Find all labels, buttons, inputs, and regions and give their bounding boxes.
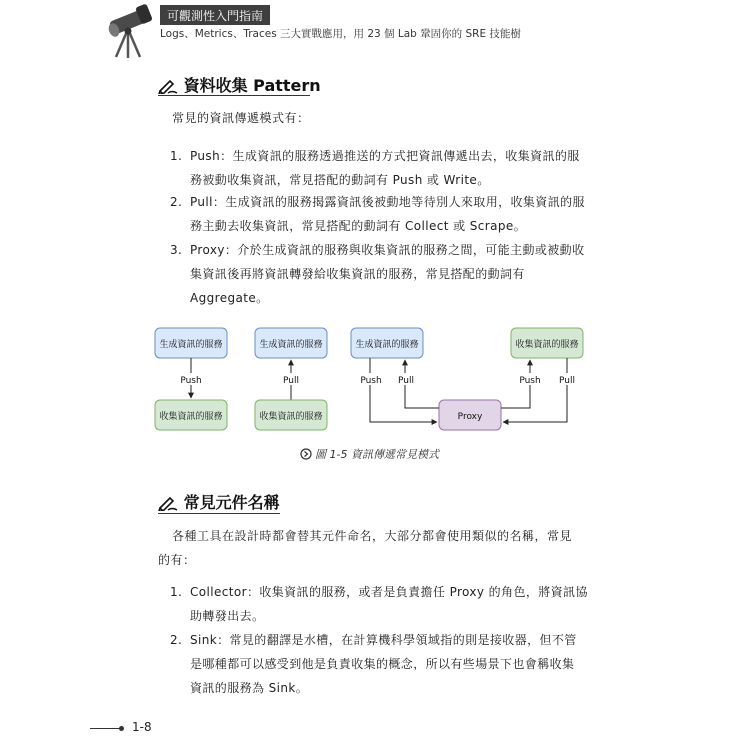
section-underline	[158, 513, 280, 514]
proxy-out-pull-label: Pull	[559, 376, 575, 386]
caption-bullet-icon	[300, 448, 312, 460]
list-line: Collector：收集資訊的服務，或者是負責擔任 Proxy 的角色，將資訊協	[190, 585, 588, 599]
page-number: 1-8	[132, 720, 152, 734]
proxy-in-pull-label: Pull	[398, 376, 414, 386]
pull-producer-label: 生成資訊的服務	[259, 340, 323, 350]
section1-intro: 常見的資訊傳遞模式有：	[172, 111, 310, 125]
list-line: Push：生成資訊的服務透過推送的方式把資訊傳遞出去，收集資訊的服	[190, 149, 580, 163]
proxy-producer-label: 生成資訊的服務	[355, 340, 419, 350]
list-line: 務主動去收集資訊，常見搭配的動詞有 Collect 或 Scrape。	[190, 219, 527, 233]
list-line: 是哪種都可以感受到他是負責收集的概念，所以有些場景下也會稱收集	[190, 657, 575, 671]
list-line: Aggregate。	[190, 291, 269, 305]
list-number: 2.	[170, 633, 183, 647]
list-line: 務被動收集資訊，常見搭配的動詞有 Push 或 Write。	[190, 173, 490, 187]
section-title-text: 常見元件名稱	[183, 493, 280, 512]
list-line: 集資訊後再將資訊轉發給收集資訊的服務，常見搭配的動詞有	[190, 267, 525, 281]
pull-collector-label: 收集資訊的服務	[259, 412, 323, 422]
list-number: 2.	[170, 195, 183, 209]
proxy-collector-label: 收集資訊的服務	[515, 340, 579, 350]
list-line: Pull：生成資訊的服務揭露資訊後被動地等待別人來取用，收集資訊的服	[190, 195, 585, 209]
proxy-label: Proxy	[457, 412, 483, 422]
list-line: 資訊的服務為 Sink。	[190, 681, 309, 695]
footer-dot	[119, 726, 124, 731]
proxy-out-pull-arrow	[503, 358, 567, 422]
proxy-out-push-label: Push	[519, 376, 541, 386]
list-line: Proxy：介於生成資訊的服務與收集資訊的服務之間，可能主動或被動收	[190, 243, 585, 257]
figure-caption-text: 圖 1-5 資訊傳遞常見模式	[315, 448, 439, 461]
push-label: Push	[180, 376, 202, 386]
book-title: 可觀測性入門指南	[167, 9, 264, 23]
section-title-components	[158, 490, 280, 513]
figure-caption	[300, 446, 439, 462]
list-line: Sink：常見的翻譯是水槽，在計算機科學領域指的則是接收器，但不管	[190, 633, 577, 647]
list-number: 1.	[170, 585, 183, 599]
intro-line: 各種工具在設計時都會替其元件命名，大部分都會使用類似的名稱，常見	[172, 529, 573, 543]
pen-icon	[158, 495, 178, 511]
proxy-in-push-label: Push	[360, 376, 382, 386]
book-subtitle: Logs、Metrics、Traces 三大實戰應用，用 23 個 Lab 鞏固你的 SRE 技能樹	[160, 28, 521, 40]
list-number: 3.	[170, 243, 183, 257]
intro-line: 的有：	[158, 553, 196, 567]
pull-label: Pull	[283, 376, 299, 386]
push-collector-label: 收集資訊的服務	[159, 412, 223, 422]
push-producer-label: 生成資訊的服務	[159, 340, 223, 350]
footer-rule	[90, 728, 120, 729]
section2-intro	[158, 524, 598, 572]
section-title-text: 資料收集 Pattern	[183, 76, 321, 95]
list-number: 1.	[170, 149, 183, 163]
list-line: 助轉發出去。	[190, 609, 265, 623]
proxy-in-push-arrow	[370, 358, 437, 422]
